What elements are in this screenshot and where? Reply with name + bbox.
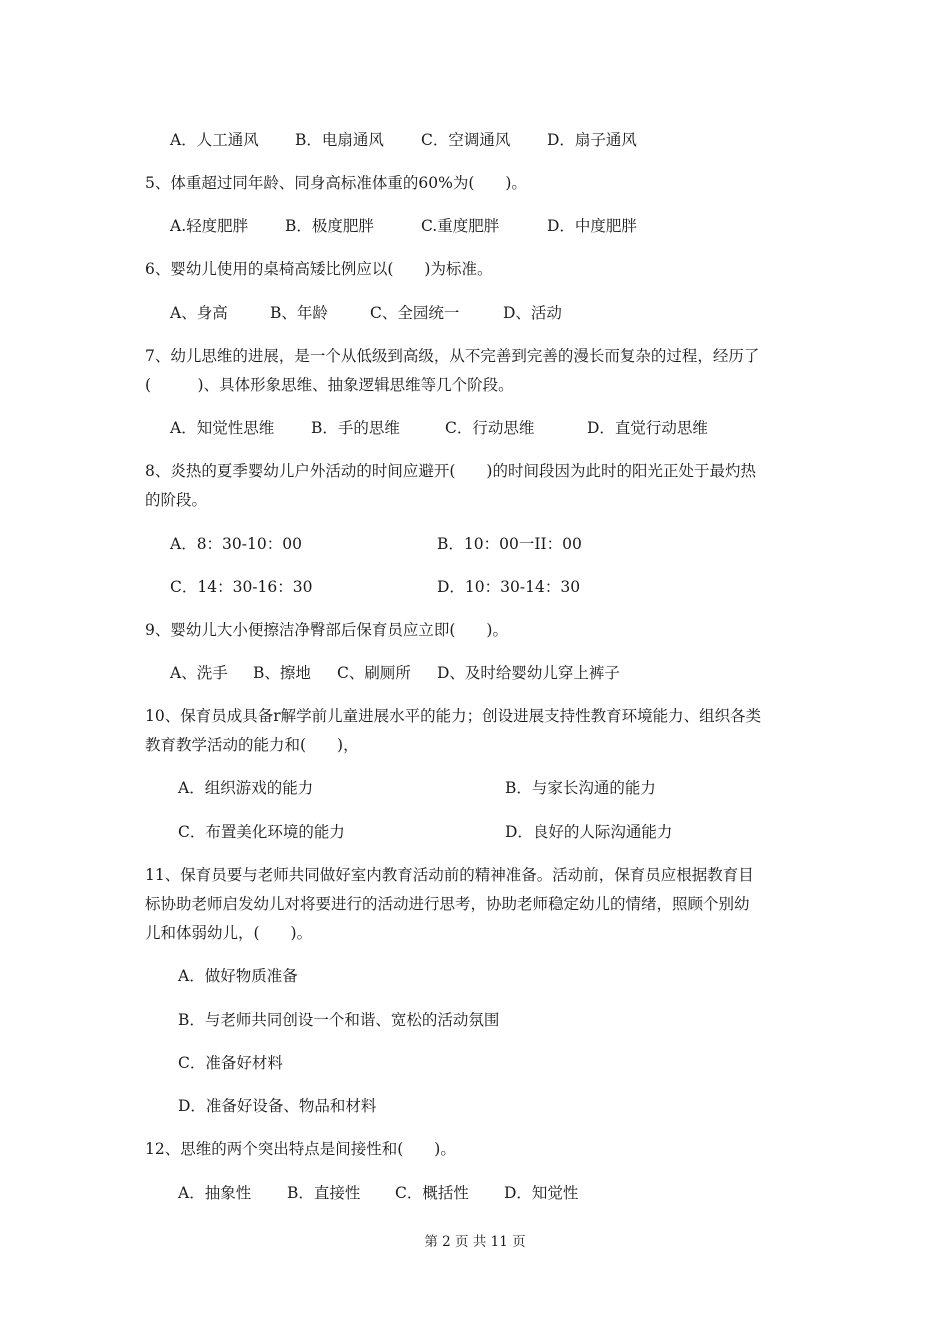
q10-option-d: D．良好的人际沟通能力 bbox=[505, 823, 673, 841]
q4-option-a: A．人工通风 bbox=[170, 131, 259, 149]
q5-option-d: D．中度肥胖 bbox=[547, 217, 637, 235]
q7-option-b: B．手的思维 bbox=[311, 419, 400, 437]
page-number: 第 2 页 共 11 页 bbox=[424, 1234, 526, 1250]
q5-option-b: B．极度肥胖 bbox=[285, 217, 374, 235]
q8-option-b: B．10：00一II：00 bbox=[437, 535, 582, 553]
q9-stem: 9、婴幼儿大小便擦洁净臀部后保育员应立即( )。 bbox=[145, 621, 508, 639]
q6-option-a: A、身高 bbox=[170, 304, 228, 322]
q7-stem-line-1: 7、幼儿思维的进展，是一个从低级到高级，从不完善到完善的漫长而复杂的过程，经历了 bbox=[145, 347, 760, 365]
q11-option-d: D．准备好设备、物品和材料 bbox=[178, 1097, 377, 1115]
q7-option-c: C．行动思维 bbox=[445, 419, 535, 437]
q6-option-c: C、全园统一 bbox=[370, 304, 460, 322]
q6-option-b: B、年龄 bbox=[270, 304, 328, 322]
q11-option-a: A．做好物质准备 bbox=[178, 967, 298, 985]
q12-option-b: B．直接性 bbox=[287, 1184, 361, 1202]
q9-option-d: D、及时给婴幼儿穿上裤子 bbox=[437, 664, 620, 682]
q12-stem: 12、思维的两个突出特点是间接性和( )。 bbox=[145, 1140, 456, 1158]
q4-option-d: D．扇子通风 bbox=[547, 131, 637, 149]
q10-option-c: C．布置美化环境的能力 bbox=[178, 823, 345, 841]
q8-option-a: A．8：30-10：00 bbox=[170, 535, 302, 553]
q12-option-c: C．概括性 bbox=[395, 1184, 469, 1202]
q10-stem-line-1: 10、保育员成具备r解学前儿童进展水平的能力；创设进展支持性教育环境能力、组织各类 bbox=[145, 707, 762, 725]
q9-option-c: C、刷厕所 bbox=[337, 664, 411, 682]
q8-option-c: C．14：30-16：30 bbox=[170, 578, 313, 596]
q9-option-a: A、洗手 bbox=[170, 664, 228, 682]
q7-option-a: A．知觉性思维 bbox=[170, 419, 275, 437]
q11-option-b: B．与老师共同创设一个和谐、宽松的活动氛围 bbox=[178, 1011, 500, 1029]
q7-option-d: D．直觉行动思维 bbox=[587, 419, 708, 437]
q8-stem-line-2: 的阶段。 bbox=[145, 491, 208, 509]
q9-option-b: B、擦地 bbox=[253, 664, 311, 682]
q10-option-b: B．与家长沟通的能力 bbox=[505, 779, 656, 797]
q10-option-a: A．组织游戏的能力 bbox=[178, 779, 314, 797]
q10-stem-line-2: 教育教学活动的能力和( )， bbox=[145, 736, 359, 754]
q7-stem-line-2: ( )、具体形象思维、抽象逻辑思维等几个阶段。 bbox=[145, 376, 514, 394]
q6-option-d: D、活动 bbox=[503, 304, 562, 322]
q8-option-d: D．10：30-14：30 bbox=[437, 578, 581, 596]
q5-stem: 5、体重超过同年龄、同身高标准体重的60%为( )。 bbox=[145, 174, 527, 192]
q6-stem: 6、婴幼儿使用的桌椅高矮比例应以( )为标准。 bbox=[145, 260, 493, 278]
q5-option-a: A.轻度肥胖 bbox=[170, 217, 249, 235]
q11-stem-line-2: 标协助老师启发幼儿对将要进行的活动进行思考，协助老师稳定幼儿的情绪，照顾个别幼 bbox=[145, 895, 750, 913]
q8-stem-line-1: 8、炎热的夏季婴幼儿户外活动的时间应避开( )的时间段因为此时的阳光正处于最灼热 bbox=[145, 462, 756, 480]
q11-stem-line-1: 11、保育员要与老师共同做好室内教育活动前的精神准备。活动前，保育员应根据教育目 bbox=[145, 866, 754, 884]
q4-option-c: C．空调通风 bbox=[421, 131, 511, 149]
q4-option-b: B．电扇通风 bbox=[295, 131, 384, 149]
q11-option-c: C．准备好材料 bbox=[178, 1054, 283, 1072]
q5-option-c: C.重度肥胖 bbox=[421, 217, 500, 235]
q12-option-a: A．抽象性 bbox=[178, 1184, 252, 1202]
q12-option-d: D．知觉性 bbox=[504, 1184, 579, 1202]
q11-stem-line-3: 儿和体弱幼儿，( )。 bbox=[145, 924, 313, 942]
